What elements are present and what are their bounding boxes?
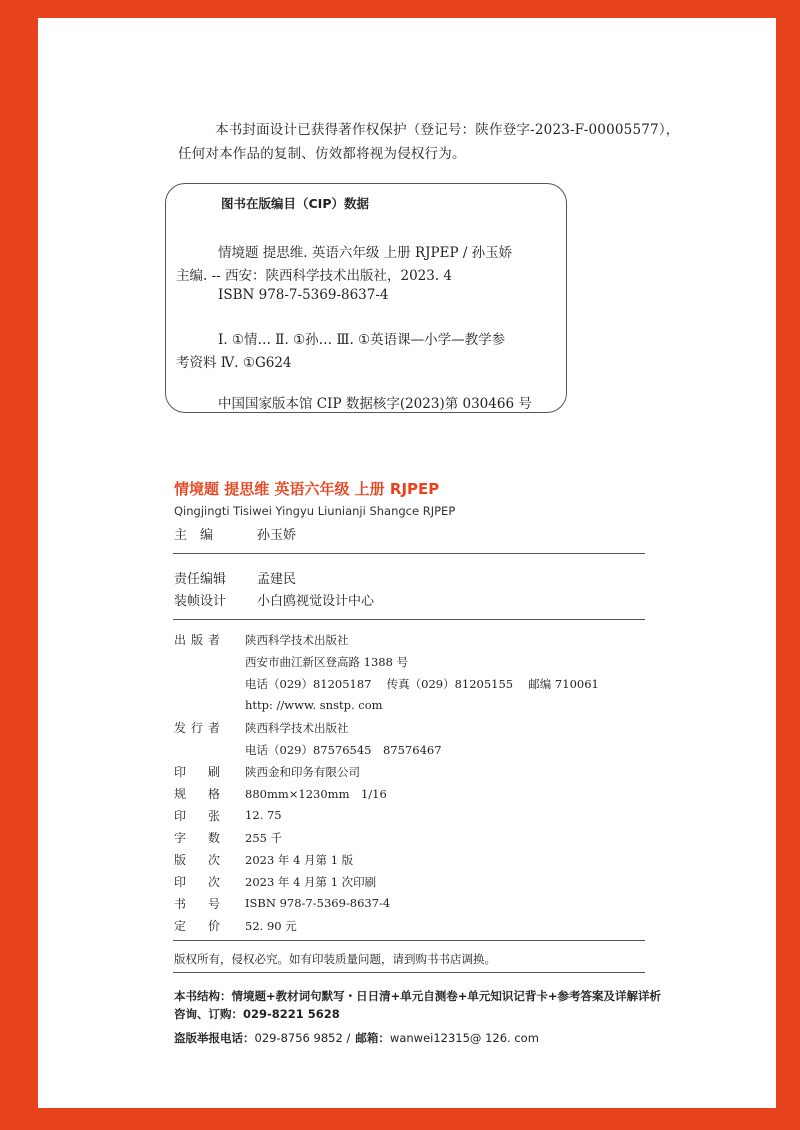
spec-value: 2023 年 4 月第 1 版: [245, 853, 354, 867]
spec-label: 规 格: [174, 787, 226, 801]
spec-label: 书 号: [174, 897, 226, 911]
cip-title: 图书在版编目（CIP）数据: [221, 196, 369, 211]
spec-label: 字 数: [174, 831, 226, 845]
publisher-website: http: //www. snstp. com: [245, 698, 383, 712]
spec-label: 定 价: [174, 919, 226, 933]
spec-value: ISBN 978-7-5369-8637-4: [245, 896, 391, 910]
editor-label: 主 编: [174, 528, 214, 543]
spec-value: 12. 75: [245, 808, 282, 822]
responsible-editor-label: 责任编辑: [174, 572, 227, 587]
publisher-contact: 电话（029）81205187 传真（029）81205155 邮编 710061: [245, 677, 599, 691]
spec-value: 255 千: [245, 831, 283, 845]
cip-line-6: 中国国家版本馆 CIP 数据核字(2023)第 030466 号: [218, 396, 532, 412]
divider: [173, 619, 645, 620]
binding-design-label: 装帧设计: [174, 594, 227, 609]
spec-label: 印 刷: [174, 765, 226, 779]
spec-label: 印 张: [174, 809, 226, 823]
copyright-page: [38, 18, 776, 1108]
piracy-phone: 029-8756 9852 /: [254, 1031, 351, 1045]
publisher-label: 出版者: [174, 633, 226, 647]
responsible-editor-name: 孟建民: [257, 572, 297, 587]
inquiry-phone: 咨询、订购：029-8221 5628: [174, 1007, 340, 1021]
email-label: 邮箱：: [355, 1031, 390, 1045]
spec-value: 2023 年 4 月第 1 次印刷: [245, 875, 377, 889]
binding-design-name: 小白鸥视觉设计中心: [257, 594, 375, 609]
book-title-pinyin: Qingjingti Tisiwei Yingyu Liunianji Shangce RJPEP: [174, 504, 456, 518]
divider: [173, 553, 645, 554]
spec-label: 印 次: [174, 875, 226, 889]
publisher-address: 西安市曲江新区登高路 1388 号: [245, 655, 409, 669]
email-address: wanwei12315@ 126. com: [389, 1031, 539, 1045]
copyright-notice-line2: 任何对本作品的复制、仿效都将视为侵权行为。: [178, 146, 466, 162]
book-structure-label: 本书结构：: [174, 989, 232, 1003]
spec-value: 陕西金和印务有限公司: [245, 765, 360, 779]
piracy-label: 盗版举报电话：: [174, 1031, 255, 1045]
cip-line-2: 主编. -- 西安：陕西科学技术出版社，2023. 4: [176, 268, 453, 284]
spec-value: 52. 90 元: [245, 919, 297, 933]
spec-value: 880mm×1230mm 1/16: [245, 787, 387, 801]
cip-line-3: ISBN 978-7-5369-8637-4: [218, 287, 389, 303]
book-title: 情境题 提思维 英语六年级 上册 RJPEP: [174, 480, 440, 498]
spec-label: 版 次: [174, 853, 226, 867]
cip-line-5: 考资料 Ⅳ. ①G624: [176, 355, 292, 371]
rights-statement: 版权所有，侵权必究。如有印装质量问题，请到购书书店调换。: [174, 952, 496, 966]
cip-line-1: 情境题 提思维. 英语六年级 上册 RJPEP / 孙玉娇: [218, 245, 513, 261]
copyright-notice-line1: 本书封面设计已获得著作权保护（登记号：陕作登字-2023-F-00005577），: [215, 122, 680, 138]
divider: [173, 972, 645, 973]
piracy-report: [174, 1027, 539, 1046]
distributor-name: 陕西科学技术出版社: [245, 721, 349, 735]
divider: [173, 940, 645, 941]
cip-line-4: Ⅰ. ①情… Ⅱ. ①孙… Ⅲ. ①英语课—小学—教学参: [218, 332, 506, 348]
distributor-phone: 电话（029）87576545 87576467: [245, 743, 442, 757]
book-structure-text: 情境题+教材词句默写・日日清+单元自测卷+单元知识记背卡+参考答案及详解详析: [231, 989, 662, 1003]
book-structure: [174, 985, 661, 1004]
editor-name: 孙玉娇: [257, 528, 297, 543]
publisher-name: 陕西科学技术出版社: [245, 633, 349, 647]
distributor-label: 发行者: [174, 721, 226, 735]
